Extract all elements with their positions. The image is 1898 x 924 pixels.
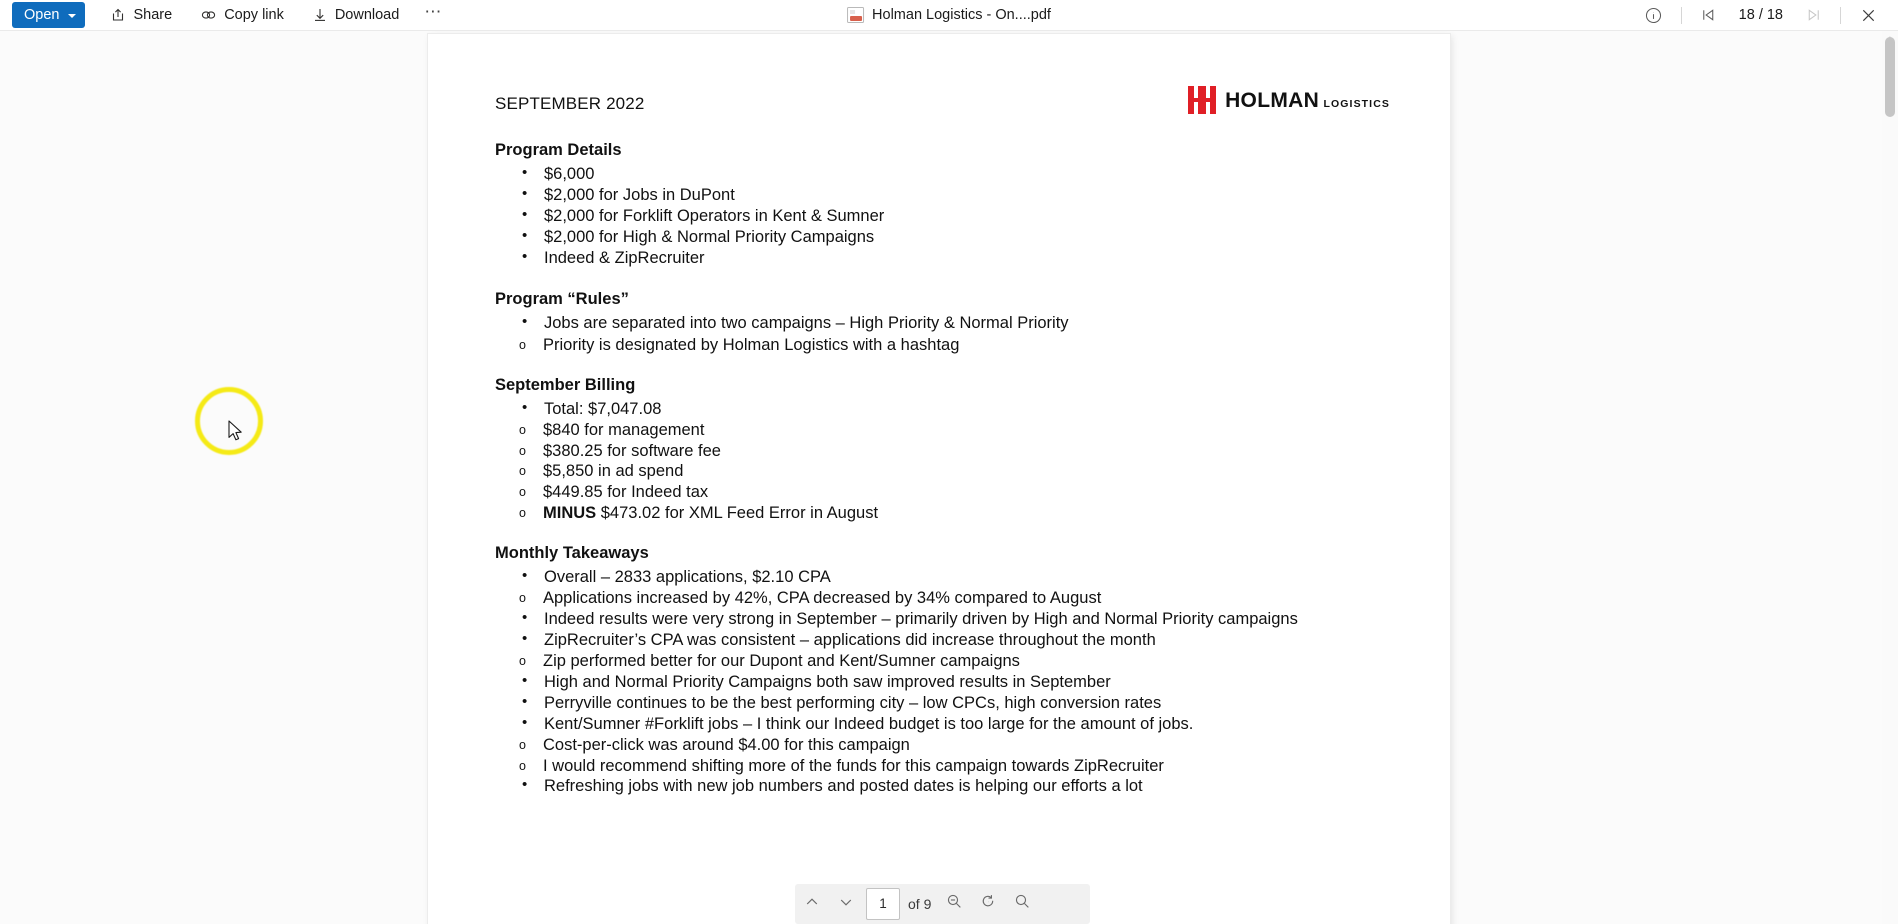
- list-monthly-takeaways: [544, 567, 1384, 588]
- list-item: [543, 461, 1384, 482]
- document-title-text: Holman Logistics - On....pdf: [872, 7, 1051, 23]
- list-item-text: $449.85 for Indeed tax: [543, 483, 709, 502]
- list-program-details: [544, 164, 1384, 269]
- list-item: [543, 651, 1384, 672]
- section-heading-program-rules: Program “Rules”: [495, 290, 629, 309]
- document-title: [847, 7, 1051, 23]
- list-item-text: • Refreshing jobs with new job numbers and posted dates is helping our efforts a lot: [544, 777, 1143, 796]
- page-total-label: of 9: [908, 896, 932, 912]
- list-item: [543, 756, 1384, 777]
- sublist-ziprecruiter: [543, 651, 1384, 672]
- next-page-icon[interactable]: [1795, 0, 1831, 30]
- list-item: [544, 399, 1384, 420]
- close-icon[interactable]: [1850, 0, 1886, 30]
- list-item: [543, 335, 1384, 356]
- list-item-text: $5,850 in ad spend: [543, 462, 684, 481]
- share-label: Share: [133, 7, 173, 23]
- rotate-button[interactable]: [971, 885, 1005, 923]
- list-item: [543, 420, 1384, 441]
- copy-link-label: Copy link: [224, 7, 284, 23]
- section-heading-program-details: Program Details: [495, 141, 622, 159]
- open-button-label: Open: [24, 7, 60, 23]
- link-icon: [200, 7, 217, 23]
- top-command-bar: [0, 0, 1898, 31]
- rotate-icon: [980, 893, 997, 915]
- more-options-button[interactable]: ⋯: [424, 1, 444, 21]
- copy-link-button[interactable]: [197, 1, 287, 29]
- zoom-out-button[interactable]: [937, 885, 971, 923]
- zoom-out-icon: [946, 893, 963, 915]
- pdf-viewer[interactable]: [0, 31, 1898, 924]
- list-item: [544, 609, 1384, 630]
- download-label: Download: [334, 7, 400, 23]
- list-item: [544, 672, 1384, 693]
- sublist-september-billing: [543, 420, 1384, 523]
- list-item-text: • $2,000 for High & Normal Priority Campaigns: [544, 228, 875, 247]
- list-item: [544, 206, 1384, 227]
- section-heading-monthly-takeaways: Monthly Takeaways: [495, 544, 649, 563]
- list-item: [544, 227, 1384, 248]
- list-item-text: • Indeed & ZipRecruiter: [544, 249, 705, 268]
- spacer: [495, 523, 1384, 544]
- list-item-text: • Jobs are separated into two campaigns – High Priority & Normal Priority: [544, 314, 1069, 333]
- pdf-page-content: [428, 34, 1450, 797]
- page-number-input[interactable]: 1: [866, 888, 900, 920]
- list-item: [543, 503, 1384, 524]
- list-item-text: Cost-per-click was around $4.00 for this campaign: [543, 735, 910, 754]
- list-item-text: • Overall – 2833 applications, $2.10 CPA: [544, 568, 831, 587]
- logo-subtitle: LOGISTICS: [1323, 97, 1390, 110]
- list-item: [543, 735, 1384, 756]
- zoom-in-button[interactable]: [1005, 885, 1039, 923]
- list-item: [544, 776, 1384, 797]
- list-item-text: $473.02 for XML Feed Error in August: [596, 503, 879, 522]
- chevron-down-icon: [68, 14, 76, 18]
- list-september-billing: [544, 399, 1384, 420]
- list-item-text: • Indeed results were very strong in September – primarily driven by High and Normal Priority campaigns: [544, 609, 1298, 628]
- pdf-file-icon: [847, 7, 864, 23]
- page-indicator: 18 / 18: [1738, 7, 1783, 23]
- list-item-text: $380.25 for software fee: [543, 441, 721, 460]
- list-monthly-takeaways-3: [544, 672, 1384, 735]
- sublist-kent-sumner: [543, 735, 1384, 776]
- list-item: [544, 313, 1384, 334]
- list-item-text: • High and Normal Priority Campaigns both saw improved results in September: [544, 672, 1111, 691]
- list-item: [544, 185, 1384, 206]
- chevron-up-icon: [804, 894, 820, 915]
- sublist-program-rules: [543, 335, 1384, 356]
- list-item: [544, 693, 1384, 714]
- section-heading-september-billing: September Billing: [495, 376, 636, 395]
- logo-name: HOLMAN: [1225, 88, 1320, 112]
- list-monthly-takeaways-4: [544, 776, 1384, 797]
- document-date: SEPTEMBER 2022: [495, 94, 645, 113]
- list-item-text: • Perryville continues to be the best performing city – low CPCs, high conversion rates: [544, 693, 1162, 712]
- pdf-floating-toolbar[interactable]: [795, 884, 1090, 924]
- list-item: [544, 248, 1384, 269]
- vertical-scrollbar[interactable]: [1882, 31, 1898, 924]
- list-item-text: • $2,000 for Jobs in DuPont: [544, 186, 735, 205]
- list-item: [544, 567, 1384, 588]
- open-button[interactable]: [12, 2, 85, 28]
- list-program-rules: [544, 313, 1384, 334]
- list-item-bold-prefix: MINUS: [543, 503, 597, 522]
- list-item-text: • $2,000 for Forklift Operators in Kent & Sumner: [544, 207, 885, 226]
- share-icon: [110, 7, 126, 23]
- list-item-text: Applications increased by 42%, CPA decreased by 34% compared to August: [543, 589, 1102, 608]
- list-item: [544, 164, 1384, 185]
- download-icon: [312, 7, 328, 23]
- zoom-in-icon: [1014, 893, 1031, 915]
- share-button[interactable]: [107, 1, 175, 29]
- chevron-down-icon: [838, 894, 854, 915]
- spacer: [495, 269, 1384, 290]
- first-page-icon[interactable]: [1691, 0, 1727, 30]
- list-item-text: $840 for management: [543, 421, 705, 440]
- list-item-text: Priority is designated by Holman Logistics with a hashtag: [543, 335, 960, 354]
- pdf-page: [428, 34, 1450, 924]
- list-item-text: • Total: $7,047.08: [544, 400, 662, 419]
- list-item-text: I would recommend shifting more of the funds for this campaign towards ZipRecruiter: [543, 756, 1164, 775]
- divider: [1840, 7, 1841, 24]
- sublist-overall: [543, 588, 1384, 609]
- download-button[interactable]: [309, 1, 403, 29]
- list-item: [543, 482, 1384, 503]
- list-item-text: • Kent/Sumner #Forklift jobs – I think our Indeed budget is too large for the amount of jobs.: [544, 714, 1194, 733]
- list-item: [543, 441, 1384, 462]
- divider: [1681, 7, 1682, 24]
- spacer: [495, 355, 1384, 376]
- scrollbar-thumb[interactable]: [1885, 37, 1895, 117]
- list-item-text: • $6,000: [544, 165, 595, 183]
- previous-page-button[interactable]: [795, 885, 829, 923]
- list-item: [544, 630, 1384, 651]
- logo-crossbar: [1194, 98, 1210, 102]
- list-item: [544, 714, 1384, 735]
- list-item-text: • ZipRecruiter’s CPA was consistent – applications did increase throughout the month: [544, 631, 1156, 649]
- info-icon[interactable]: [1636, 0, 1672, 30]
- list-item-text: Zip performed better for our Dupont and Kent/Sumner campaigns: [543, 652, 1020, 671]
- list-monthly-takeaways-2: [544, 609, 1384, 651]
- topbar-right-group: [1636, 0, 1898, 30]
- next-page-button[interactable]: [829, 885, 863, 923]
- list-item: [543, 588, 1384, 609]
